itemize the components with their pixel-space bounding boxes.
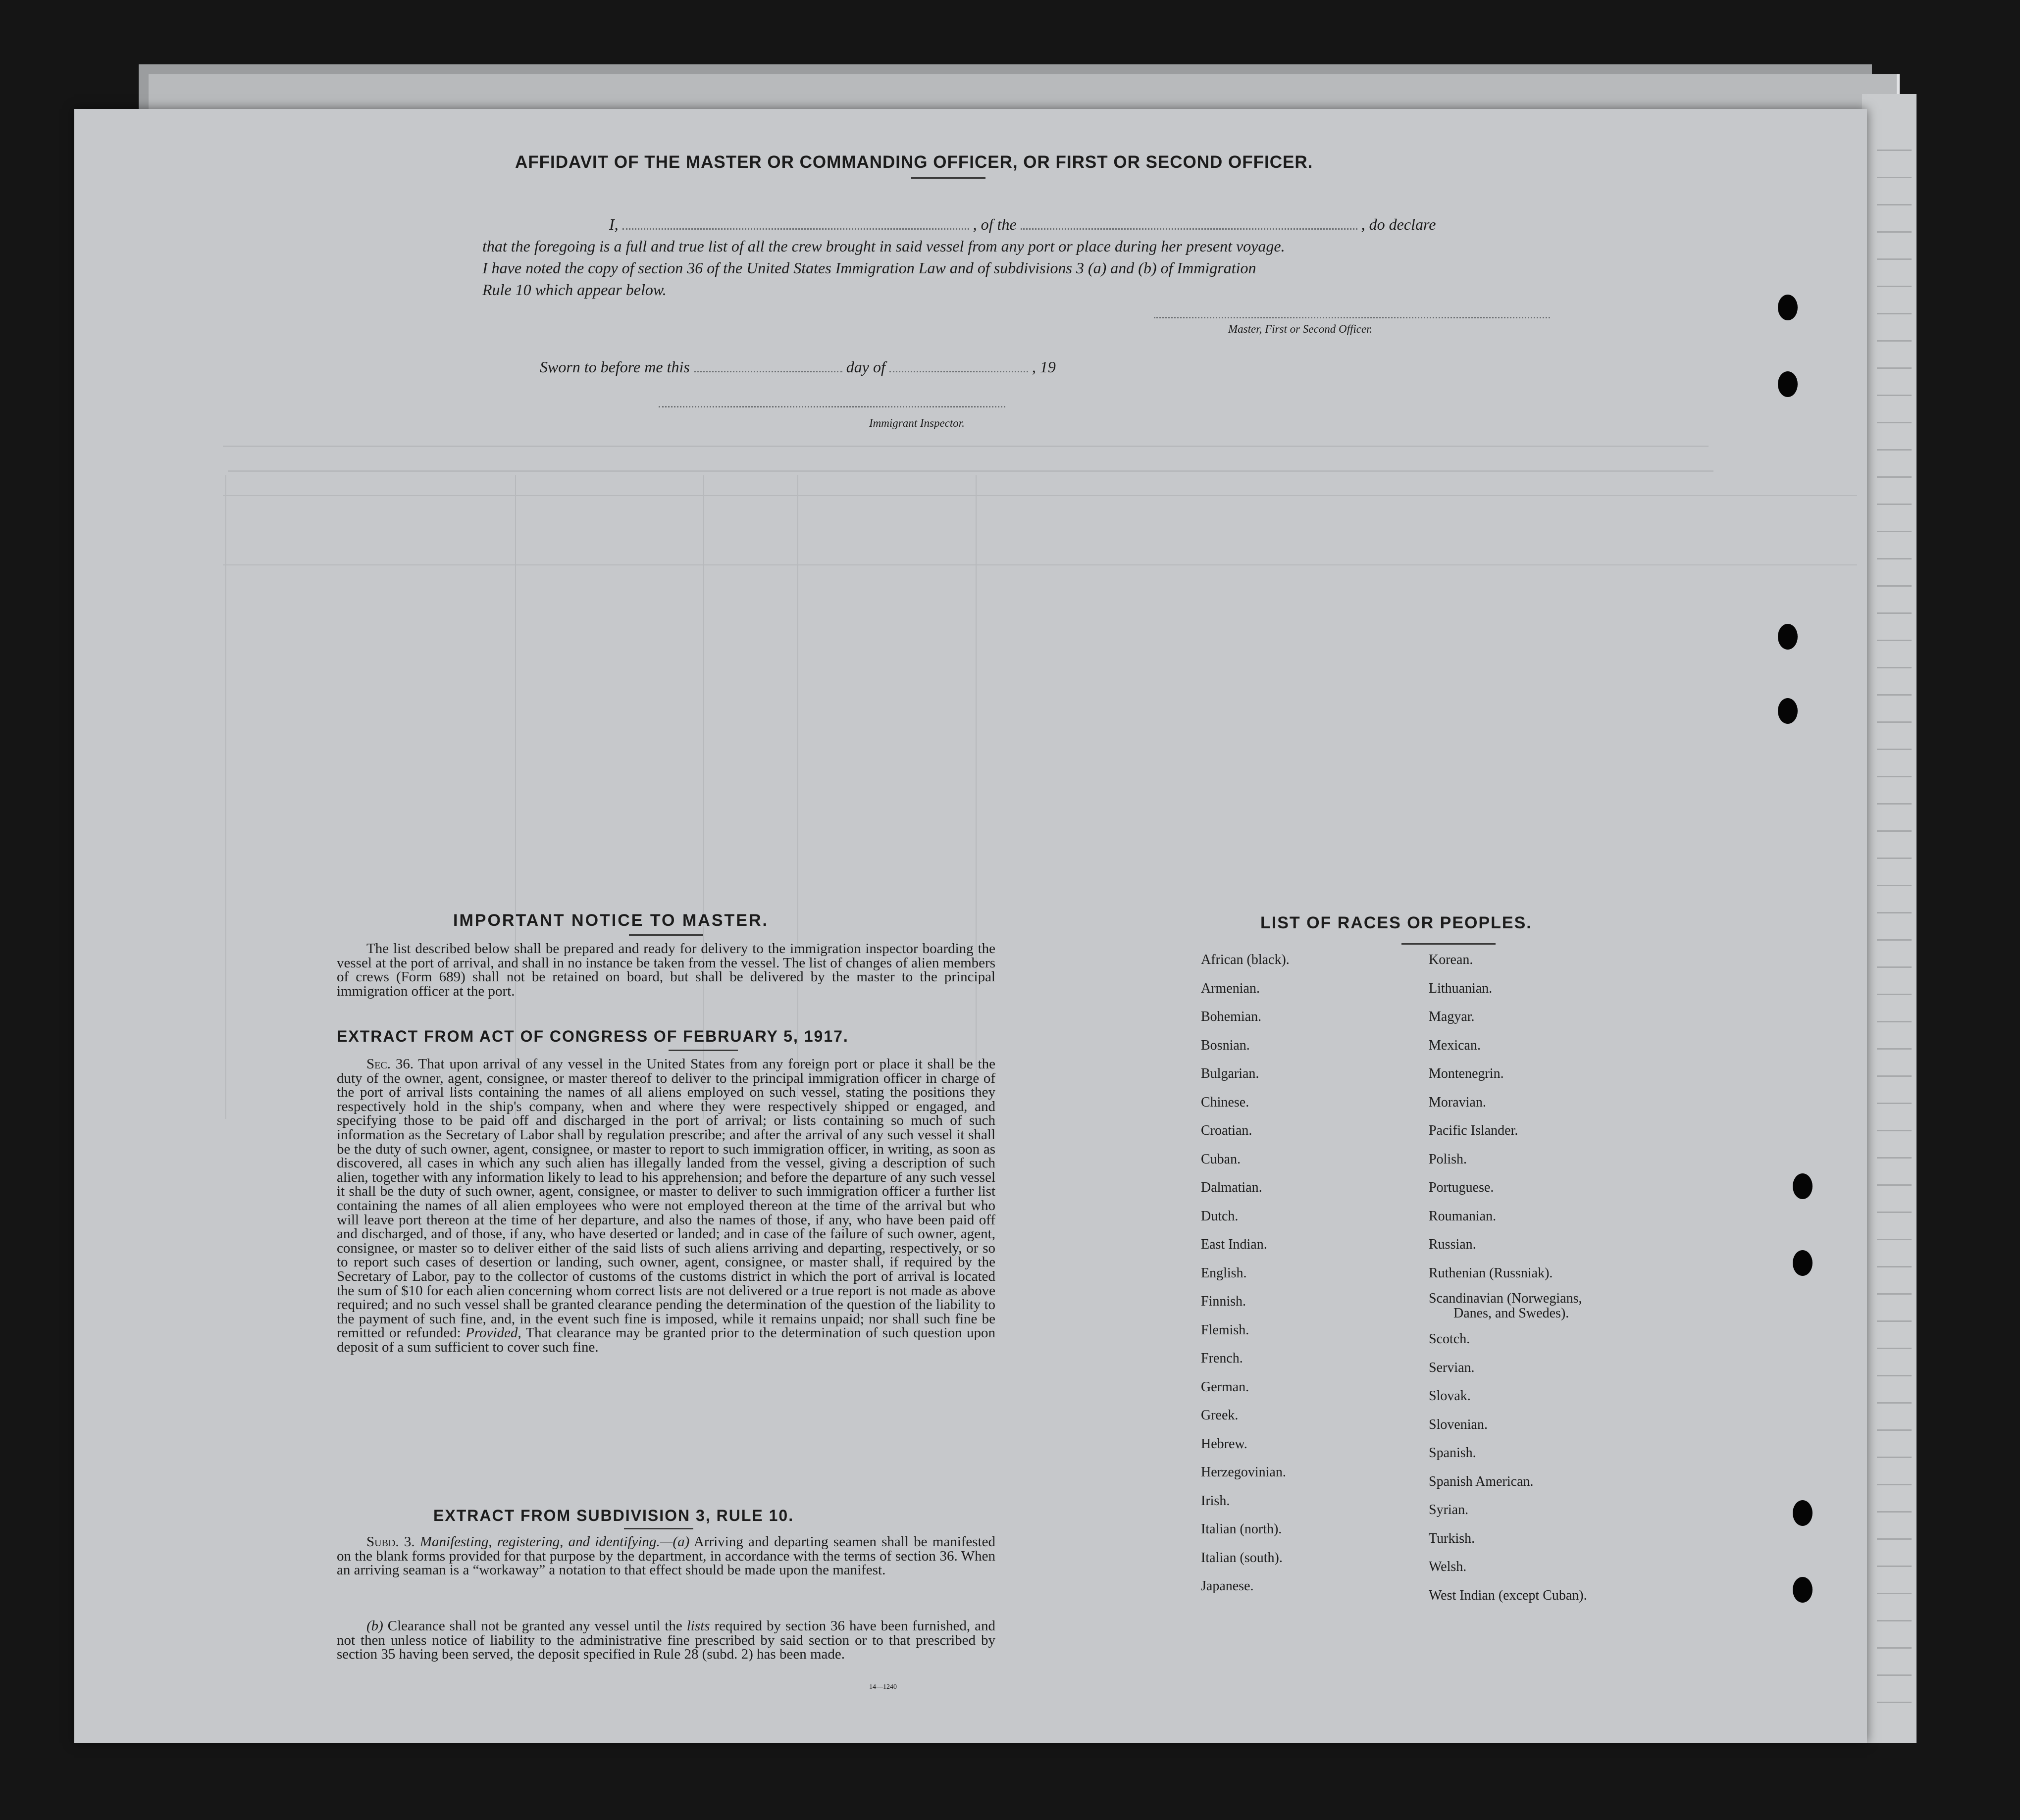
affidavit-line-2: that the foregoing is a full and true list of all the crew brought in said vessel from any port or place during her present voyage. (482, 237, 1285, 255)
race-item: German. (1201, 1379, 1249, 1395)
bleed-through-line (223, 495, 1857, 496)
subdivision-b-text (337, 1619, 995, 1662)
sworn-month-field[interactable] (889, 371, 1028, 372)
binder-hole (1778, 698, 1798, 724)
master-signature-label: Master, First or Second Officer. (1228, 323, 1373, 335)
race-item: Spanish. (1429, 1445, 1476, 1461)
race-item: Magyar. (1429, 1009, 1475, 1024)
section-36-body: That upon arrival of any vessel in the United States from any foreign port or place it shall be the duty of the owner, agent, consignee, or master thereof to deliver to the principal immigration officer in charge of the port of arrival lists containing the names of all aliens employed on such vessel, stating the positions they respectively hold in the ship's company, when and where they were respectively shipped or engaged, and specifying those to be paid off and discharged in the port of arrival; or lists containing so much of such information as the Secretary of Labor shall by regulation prescribe; and after the arrival of any such vessel it shall be the duty of such owner, agent, consignee, or master to report to such immigration officer, in writing, as soon as discovered, all cases in which any such alien has illegally landed from the vessel, giving a description of such alien, together with any information likely to lead to his apprehension; and before the departure of any such vessel it shall be the duty of such owner, agent, consignee, or master to deliver to such immigration officer a further list containing the names of all alien employees who were not employed thereon at the time of the arrival but who will leave port thereon at the time of her departure, and also the names of those, if any, who have been paid off and discharged, and of those, if any, who have deserted or landed; and in case of the failure of such owner, agent, consignee, or master so to deliver either of the said lists of such aliens arriving and departing, respectively, or so to report such cases of desertion or landing, such owner, agent, consignee, or master shall, if required by the Secretary of Labor, pay to the collector of customs of the customs district in which the port of arrival is located the sum of $10 for each alien concerning whom correct lists are not delivered or a true report is not made as above required; and no such vessel shall be granted clearance pending the determination of the question of the liability to the payment of such fine, and, in the event such fine is imposed, while it remains unpaid; nor shall such fine be remitted or refunded: (337, 1056, 995, 1341)
race-item: Bosnian. (1201, 1037, 1250, 1053)
rule-extract-rule (624, 1528, 693, 1529)
race-item: Russian. (1429, 1237, 1476, 1252)
binder-hole (1793, 1500, 1813, 1526)
notice-title: IMPORTANT NOTICE TO MASTER. (453, 911, 769, 930)
race-item: English. (1201, 1265, 1247, 1281)
master-signature-line[interactable] (1154, 317, 1550, 318)
affidavit-line-4: Rule 10 which appear below. (482, 281, 667, 299)
subdivision-label: Subd. 3. (366, 1534, 415, 1550)
race-item: Herzegovinian. (1201, 1465, 1286, 1480)
race-item: Flemish. (1201, 1322, 1249, 1338)
bleed-through-line (225, 475, 226, 1119)
race-item: Welsh. (1429, 1559, 1467, 1574)
race-item: African (black). (1201, 952, 1290, 967)
section-36-label: Sec. 36. (366, 1056, 414, 1072)
bleed-through-line (228, 470, 1713, 472)
race-item: Korean. (1429, 952, 1473, 967)
race-item: Mexican. (1429, 1037, 1481, 1053)
i-label: I, (609, 215, 619, 233)
notice-body: The list described below shall be prepared and ready for delivery to the immigration inspector boarding the vessel at the port of arrival, and shall in no instance be taken from the vessel. The list of changes of alien members of crews (Form 689) shall not be retained on board, but shall be delivered by the master to the principal immigration officer at the port. (337, 941, 995, 999)
bleed-through-line (223, 446, 1709, 447)
sworn-label: Sworn to before me this (540, 358, 690, 376)
subdivision-b-body-2: required by section 36 have been furnished, and not then unless notice of liability to the administrative fine prescribed by said section or to that prescribed by section 35 having been served, the deposit specified in Rule 28 (subd. 2) has been made. (337, 1618, 995, 1663)
notice-rule (629, 934, 703, 936)
bleed-through-line (515, 475, 516, 1119)
race-item: Polish. (1429, 1151, 1467, 1167)
race-item: Chinese. (1201, 1094, 1249, 1110)
affidavit-line-3: I have noted the copy of section 36 of the United States Immigration Law and of subdivisions 3 (a) and (b) of Immigration (482, 259, 1256, 277)
race-item: Irish. (1201, 1493, 1230, 1509)
subdivision-a-label: —(a) (660, 1534, 690, 1550)
section-36-provided: Provided, (466, 1325, 521, 1341)
subdivision-b-body-1: Clearance shall not be granted any vessel until the (387, 1618, 682, 1634)
race-item: Italian (north). (1201, 1521, 1282, 1537)
act-extract-title: EXTRACT FROM ACT OF CONGRESS OF FEBRUARY 5, 1917. (337, 1027, 849, 1045)
do-declare-label: , do declare (1361, 215, 1436, 233)
race-item: Moravian. (1429, 1094, 1486, 1110)
race-item: Spanish American. (1429, 1473, 1534, 1489)
inspector-signature-line[interactable] (659, 406, 1005, 407)
of-the-label: , of the (973, 215, 1017, 233)
binder-hole (1793, 1173, 1813, 1199)
race-item: Montenegrin. (1429, 1066, 1504, 1081)
act-extract-rule (669, 1050, 738, 1051)
race-item: Dutch. (1201, 1208, 1239, 1224)
race-item: West Indian (except Cuban). (1429, 1587, 1587, 1603)
form-number: 14—1240 (869, 1683, 897, 1691)
affidavit-title: AFFIDAVIT OF THE MASTER OR COMMANDING OFFICER, OR FIRST OR SECOND OFFICER. (515, 152, 1313, 172)
subdivision-a-body: Arriving and departing seamen shall be manifested on the blank forms provided for that purpose by the department, in accordance with the terms of section 36. When an arriving seaman is a “workaway” a notation to that effect should be made upon the manifest. (337, 1534, 995, 1578)
races-rule (1401, 943, 1496, 945)
binder-hole (1778, 371, 1798, 397)
race-item: Roumanian. (1429, 1208, 1497, 1224)
subdivision-b-lists: lists (686, 1618, 710, 1634)
binder-hole (1778, 295, 1798, 320)
section-36-text (337, 1057, 995, 1354)
year-label: , 19 (1032, 358, 1056, 376)
race-item: Finnish. (1201, 1294, 1246, 1309)
binder-hole (1778, 624, 1798, 650)
ruled-edge-pages (1877, 124, 1912, 1718)
subdivision-a-text (337, 1535, 995, 1577)
sworn-day-field[interactable] (694, 371, 842, 372)
race-item: Armenian. (1201, 980, 1260, 996)
race-item: Bulgarian. (1201, 1066, 1259, 1081)
races-left-column (1201, 946, 1290, 1601)
binder-hole (1793, 1577, 1813, 1603)
race-item: Croatian. (1201, 1123, 1252, 1138)
race-item: Greek. (1201, 1408, 1239, 1423)
races-title: LIST OF RACES OR PEOPLES. (1260, 913, 1532, 932)
race-item: Danes, and Swedes). (1453, 1306, 1569, 1321)
race-item: Slovak. (1429, 1388, 1471, 1404)
race-item: Scotch. (1429, 1331, 1470, 1347)
bleed-through-line (976, 475, 977, 1119)
race-item: Dalmatian. (1201, 1180, 1262, 1195)
race-item: Portuguese. (1429, 1180, 1494, 1195)
bleed-through-line (703, 475, 704, 1119)
race-item: Syrian. (1429, 1502, 1469, 1517)
rule-extract-title: EXTRACT FROM SUBDIVISION 3, RULE 10. (433, 1507, 794, 1524)
race-item: Italian (south). (1201, 1550, 1283, 1566)
subdivision-heading: Manifesting, registering, and identifying. (419, 1534, 660, 1550)
race-item: Cuban. (1201, 1151, 1241, 1167)
race-item: Japanese. (1201, 1578, 1254, 1594)
race-item: Turkish. (1429, 1530, 1475, 1546)
race-item: Pacific Islander. (1429, 1123, 1518, 1138)
race-item: Ruthenian (Russniak). (1429, 1265, 1553, 1281)
day-of-label: day of (846, 358, 885, 376)
race-item: Hebrew. (1201, 1436, 1247, 1452)
races-right-column (1429, 946, 1587, 1610)
section-36-body-end: That clearance may be granted prior to the determination of such question upon deposit of a sum sufficient to cover such fine. (337, 1325, 995, 1355)
bleed-through-line (223, 564, 1857, 565)
binder-hole (1793, 1250, 1813, 1276)
title-rule (911, 177, 985, 179)
manifest-page (74, 109, 1867, 1743)
sworn-line (540, 356, 1056, 377)
officer-name-field[interactable] (622, 228, 969, 230)
inspector-signature-label: Immigrant Inspector. (869, 417, 965, 429)
race-item: East Indian. (1201, 1237, 1267, 1252)
race-item: Scandinavian (Norwegians, (1429, 1291, 1582, 1306)
bleed-through-line (797, 475, 798, 1119)
race-item: Slovenian. (1429, 1416, 1488, 1432)
vessel-name-field[interactable] (1021, 228, 1357, 230)
race-item: Lithuanian. (1429, 980, 1493, 996)
affidavit-declaration-line (540, 214, 1555, 235)
race-item: Bohemian. (1201, 1009, 1262, 1024)
race-item: Servian. (1429, 1360, 1475, 1375)
subdivision-b-label: (b) (366, 1618, 383, 1634)
race-item: French. (1201, 1351, 1243, 1366)
